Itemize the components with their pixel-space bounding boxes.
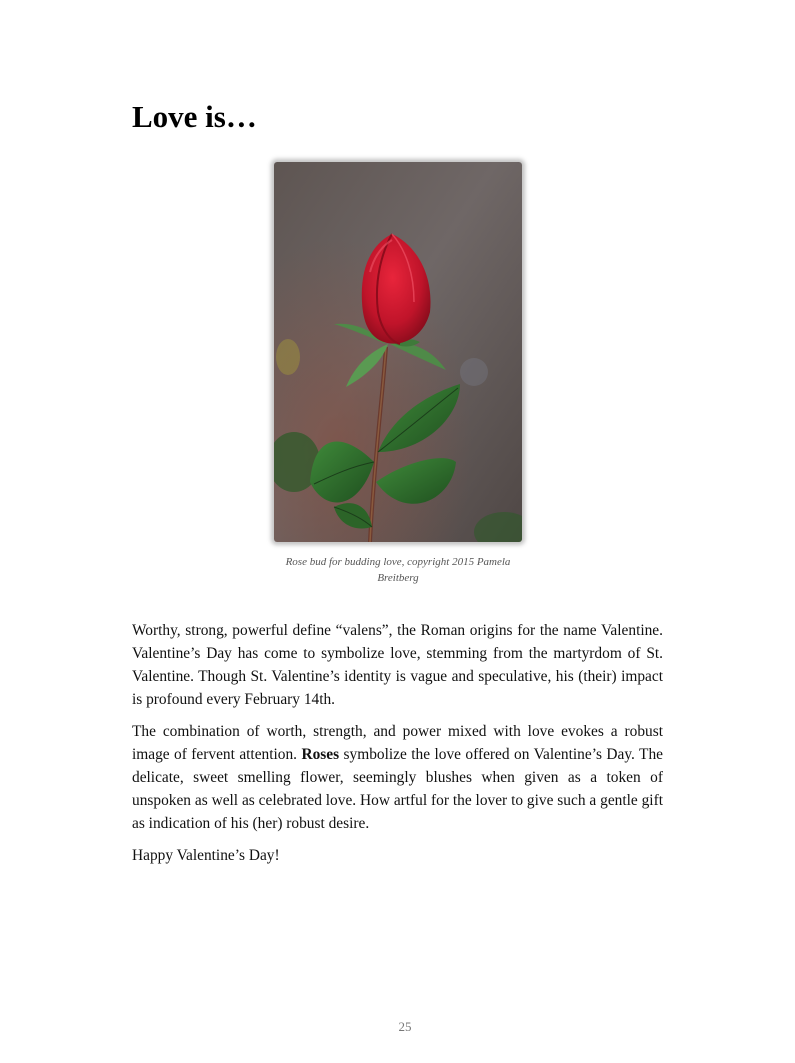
paragraph-2 (132, 720, 663, 835)
caption-line-1: Rose bud for budding love, copyright 2015 Pamela (285, 556, 511, 568)
rose-bud-photo (274, 162, 522, 542)
roses-bold-term: Roses (301, 746, 340, 763)
paragraph-2-after: symbolize the love offered on Valentine’s Day. The delicate, sweet smelling flower, seemingly blushes when given as a token of unspoken as well as celebrated love. How artful for the lover to give such a gentle gift as indication of his (her) robust desire. (132, 746, 663, 832)
paragraph-1: Worthy, strong, powerful define “valens”, the Roman origins for the name Valentine. Valentine’s Day has come to symbolize love, stemming from the martyrdom of St. Valentine. Though St. Valentine’s identity is vague and speculative, his (their) impact is profound every February 14th. (132, 622, 663, 708)
figure-caption (262, 554, 534, 586)
rose-icon (274, 162, 522, 542)
paragraph-2-before: The combination of worth, strength, and power mixed with love evokes a robust image of fervent attention. (132, 723, 663, 763)
paragraph-3: Happy Valentine’s Day! (132, 847, 280, 864)
body-text (132, 619, 663, 876)
page-title: Love is… (132, 99, 257, 134)
figure (270, 158, 526, 546)
caption-line-2: Breitberg (377, 572, 419, 584)
page-number: 25 (398, 1019, 412, 1034)
